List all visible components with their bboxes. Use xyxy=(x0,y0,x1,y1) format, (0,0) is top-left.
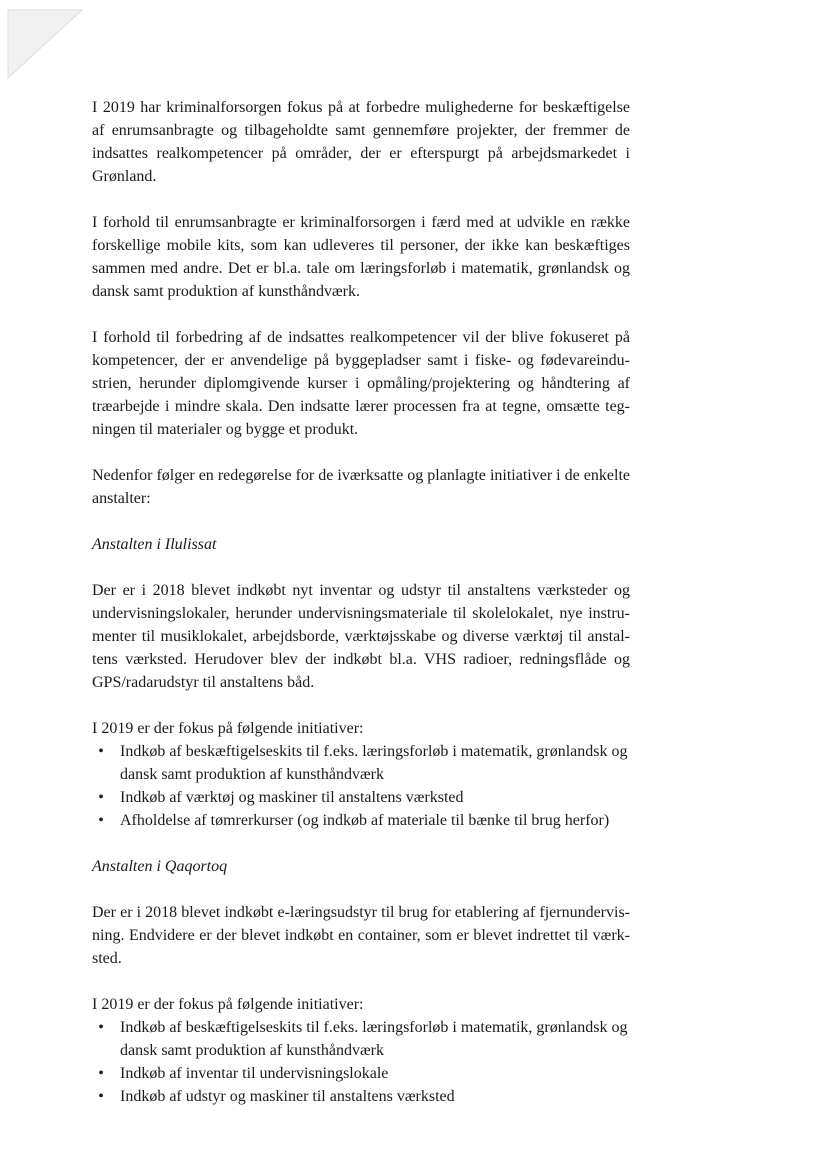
bullet-list-qaqortoq xyxy=(92,1016,630,1108)
bullet-item xyxy=(92,1062,630,1085)
section-heading-qaqortoq: Anstalten i Qaqortoq xyxy=(92,858,228,875)
page-corner-fold xyxy=(0,0,84,80)
document-body xyxy=(92,96,630,1108)
paragraph-gap xyxy=(92,510,630,533)
paragraph-ilulissat: Der er i 2018 blevet indkøbt nyt inventar og udstyr til anstaltens værksteder og undervisningslokaler, herunder undervisningsmateriale til skolelokalet, nye instrumenter til musiklokalet, arbejdsborde, værktøjsskabe og diverse værktøj til anstaltens værksted. Herudover blev der indkøbt bl.a. VHS radioer, redningsflåde og GPS/radarudstyr til anstaltens båd. xyxy=(92,582,630,691)
bullet-icon: • xyxy=(98,812,104,829)
bullet-text: Indkøb af beskæftigelseskits til f.eks. læringsforløb i matematik, grønlandsk og dansk samt produktion af kunsthåndværk xyxy=(120,1019,628,1059)
focus-intro-qaqortoq: I 2019 er der fokus på følgende initiativer: xyxy=(92,996,364,1013)
bullet-text: Indkøb af inventar til undervisningslokale xyxy=(120,1065,389,1082)
bullet-text: Afholdelse af tømrerkurser (og indkøb af materiale til bænke til brug herfor) xyxy=(120,812,610,829)
bullet-item xyxy=(92,809,630,832)
bullet-icon: • xyxy=(98,1088,104,1105)
paragraph-real-competencies: I forhold til forbedring af de indsattes realkompetencer vil der blive fokuseret på kompetencer, der er anvendelige på byggepladser samt i fiske- og fødevareindustrien, herunder diplomgivende kurser i opmåling/projektering og håndtering af træarbejde i mindre skala. Den indsatte lærer processen fra at tegne, omsætte tegningen til materialer og bygge et produkt. xyxy=(92,329,630,438)
paragraph-intro: I 2019 har kriminalforsorgen fokus på at forbedre mulighederne for beskæftigelse af enrumsanbragte og tilbageholdte samt gennemføre projekter, der fremmer de indsattes realkompetencer på områder, der er efterspurgt på arbejdsmarkedet i Grønland. xyxy=(92,99,630,185)
bullet-icon: • xyxy=(98,789,104,806)
paragraph-gap xyxy=(92,970,630,993)
bullet-icon: • xyxy=(98,1019,104,1036)
paragraph-gap xyxy=(92,694,630,717)
bullet-list-ilulissat xyxy=(92,740,630,832)
bullet-item xyxy=(92,740,630,786)
bullet-text: Indkøb af værktøj og maskiner til anstaltens værksted xyxy=(120,789,464,806)
section-heading-ilulissat: Anstalten i Ilulissat xyxy=(92,536,217,553)
paragraph-overview-intro: Nedenfor følger en redegørelse for de iværksatte og planlagte initiativer i de enkelte anstalter: xyxy=(92,467,630,507)
paragraph-gap xyxy=(92,303,630,326)
paragraph-gap xyxy=(92,556,630,579)
paragraph-gap xyxy=(92,832,630,855)
bullet-item xyxy=(92,1085,630,1108)
paragraph-gap xyxy=(92,441,630,464)
bullet-icon: • xyxy=(98,743,104,760)
bullet-icon: • xyxy=(98,1065,104,1082)
bullet-text: Indkøb af udstyr og maskiner til anstaltens værksted xyxy=(120,1088,455,1105)
paragraph-gap xyxy=(92,188,630,211)
focus-intro-ilulissat: I 2019 er der fokus på følgende initiativer: xyxy=(92,720,364,737)
bullet-item xyxy=(92,1016,630,1062)
paragraph-isolated-inmates: I forhold til enrumsanbragte er kriminalforsorgen i færd med at udvikle en række forskellige mobile kits, som kan udleveres til personer, der ikke kan beskæftiges sammen med andre. Det er bl.a. tale om læringsforløb i matematik, grønlandsk og dansk samt produktion af kunsthåndværk. xyxy=(92,214,630,300)
paragraph-gap xyxy=(92,878,630,901)
bullet-item xyxy=(92,786,630,809)
bullet-text: Indkøb af beskæftigelseskits til f.eks. læringsforløb i matematik, grønlandsk og dansk samt produktion af kunsthåndværk xyxy=(120,743,628,783)
paragraph-qaqortoq: Der er i 2018 blevet indkøbt e-læringsudstyr til brug for etablering af fjernundervisning. Endvidere er der blevet indkøbt en container, som er blevet indrettet til værksted. xyxy=(92,904,630,967)
